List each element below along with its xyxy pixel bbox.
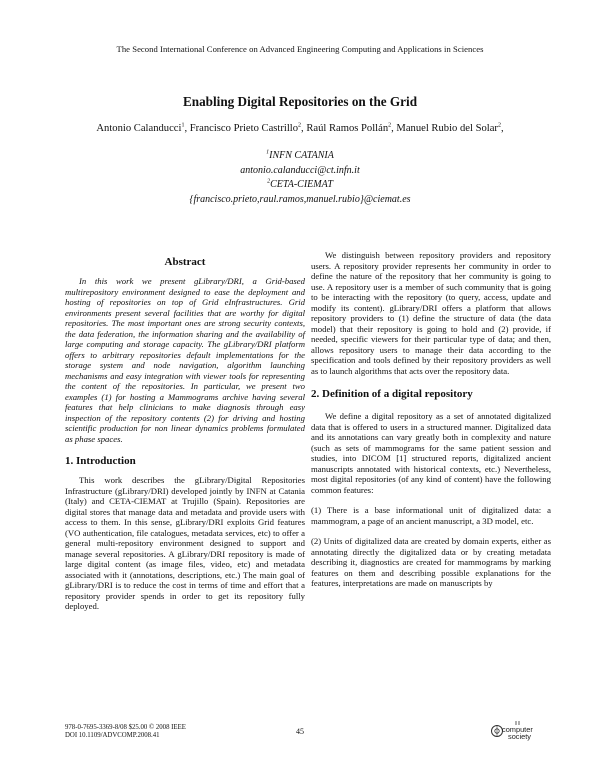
definition-paragraph-3: (2) Units of digitalized data are created by domain experts, either as annotating directly the digitalized data or by creating metadata describing it, diagnostics are created for mammograms by marking features on them and describing possible explanations for the features, interpretations are made on manuscripts by — [311, 536, 551, 588]
right-column — [311, 250, 551, 589]
logo-wordmark — [502, 726, 533, 740]
section-heading-introduction: 1. Introduction — [65, 455, 136, 467]
page-number: 45 — [296, 727, 304, 736]
author-name: Francisco Prieto Castrillo — [189, 123, 299, 134]
section-heading-definition: 2. Definition of a digital repository — [311, 388, 473, 400]
affiliation-2 — [0, 179, 600, 190]
affiliation-name: CETA-CIEMAT — [270, 179, 333, 190]
affiliation-name: INFN CATANIA — [269, 150, 334, 161]
footer-isbn: 978-0-7695-3369-8/08 $25.00 © 2008 IEEE — [65, 724, 186, 731]
introduction-paragraph: This work describes the gLibrary/Digital Repositories Infrastructure (gLibrary/DRI) developed jointly by INFN at Catania (Italy) and CETA-CIEMAT at Trujillo (Spain). Repositories are digital stores that manage data and metadata and provide users with access to them. In this sense, gLibrary/DRI exploits Grid features (VO authentication, file catalogues, metadata services, etc) to offer a general multi-repository environment designed to support and manage several repositories. A gLibrary/DRI repository is made of large digital content (as image files, video, etc) and metadata associated with it (annotations, descriptions, etc.) The main goal of gLibrary/DRI is to reduce the cost in terms of time and effort that a repository provider spends in order to get its repository fully deployed. — [65, 475, 305, 611]
author-affiliation-mark: 2 — [298, 122, 302, 129]
author-affiliation-mark: 1 — [181, 122, 185, 129]
paper-title: Enabling Digital Repositories on the Grid — [182, 94, 418, 109]
logo-word-society: society — [508, 732, 532, 741]
providers-paragraph: We distinguish between repository providers and repository users. A repository provider represents her community in order to define the nature of the repository that her community is going to use. A repository user is a member of such community that is going to be interacting with the repository (to query, access, update and modify its content). gLibrary/DRI offers a platform that allows repository providers to (1) define the structure of data (the data model) that their repository is going to hold and (2) provide, if needed, specific viewers for their particular type of data; and then, allows repository users to manage their data according to the specification and tools defined by their repository providers as well as to launch algorithms that acts over the repository data. — [311, 250, 551, 376]
abstract-heading: Abstract — [164, 256, 206, 268]
affiliation-1 — [0, 150, 600, 161]
definition-paragraph-2: (1) There is a base informational unit of digitalized data: a mammogram, a page of an ancient manuscript, a 3D model, etc. — [311, 505, 551, 526]
logo-word-computer: computer — [502, 725, 533, 734]
author-affiliation-mark: 2 — [388, 122, 392, 129]
author-separator: , — [301, 123, 307, 134]
footer-doi: DOI 10.1109/ADVCOMP.2008.41 — [65, 732, 160, 740]
definition-paragraph-1: We define a digital repository as a set of annotated digitalized data that is offered to users in a structured manner. Digitalized data and its annotations can vary greatly both in complexity and nature (such as sets of mammograms for the same patient session and studies, into DICOM [1] structured reports, digitalized ancient manuscripts annotated with historical contexts, etc.) Nevertheless, most digital repositories (of any kind of content) have the following common features: — [311, 411, 551, 495]
abstract-text: In this work we present gLibrary/DRI, a Grid-based multirepository environment designed to ease the deployment and hosting of repositories on top of Grid eInfrastructures. Grid environments present several facilities that are worthy for digital repositories. The most important ones are strong security contexts, the data federation, the information sharing and the availability of large computing and storage capacity. The gLibrary/DRI platform offers to arbitrary repositories default implementations for the storage system and node navigation, algorithm launching mechanisms and easy integration with viewer tools for representing the content of the repositories. In particular, we present two examples (1) for hosting a Mammograms archive having several features that help clinicians to make diagnosis through easy inspection of the repository contents (2) for driving and hosting scientific production for non linear dynamics problems formulated as phase spaces. — [65, 276, 305, 444]
author-name: Antonio Calanducci — [96, 123, 182, 134]
affiliation-email-2: {francisco.prieto,raul.ramos,manuel.rubio}@ciemat.es — [189, 194, 411, 205]
computer-society-logo — [490, 720, 540, 742]
author-list — [0, 123, 600, 134]
author-separator: , — [184, 123, 190, 134]
conference-header: The Second International Conference on Advanced Engineering Computing and Applications in Sciences — [116, 44, 484, 54]
affiliation-email-1: antonio.calanducci@ct.infn.it — [240, 165, 360, 176]
author-name: Manuel Rubio del Solar — [396, 123, 498, 134]
affiliation-mark: 2 — [267, 178, 271, 185]
author-name: Raúl Ramos Pollán — [306, 123, 389, 134]
affiliation-mark: 1 — [266, 149, 270, 156]
author-separator: , — [500, 123, 504, 134]
author-separator: , — [391, 123, 397, 134]
left-column — [65, 256, 305, 612]
author-affiliation-mark: 2 — [497, 122, 501, 129]
